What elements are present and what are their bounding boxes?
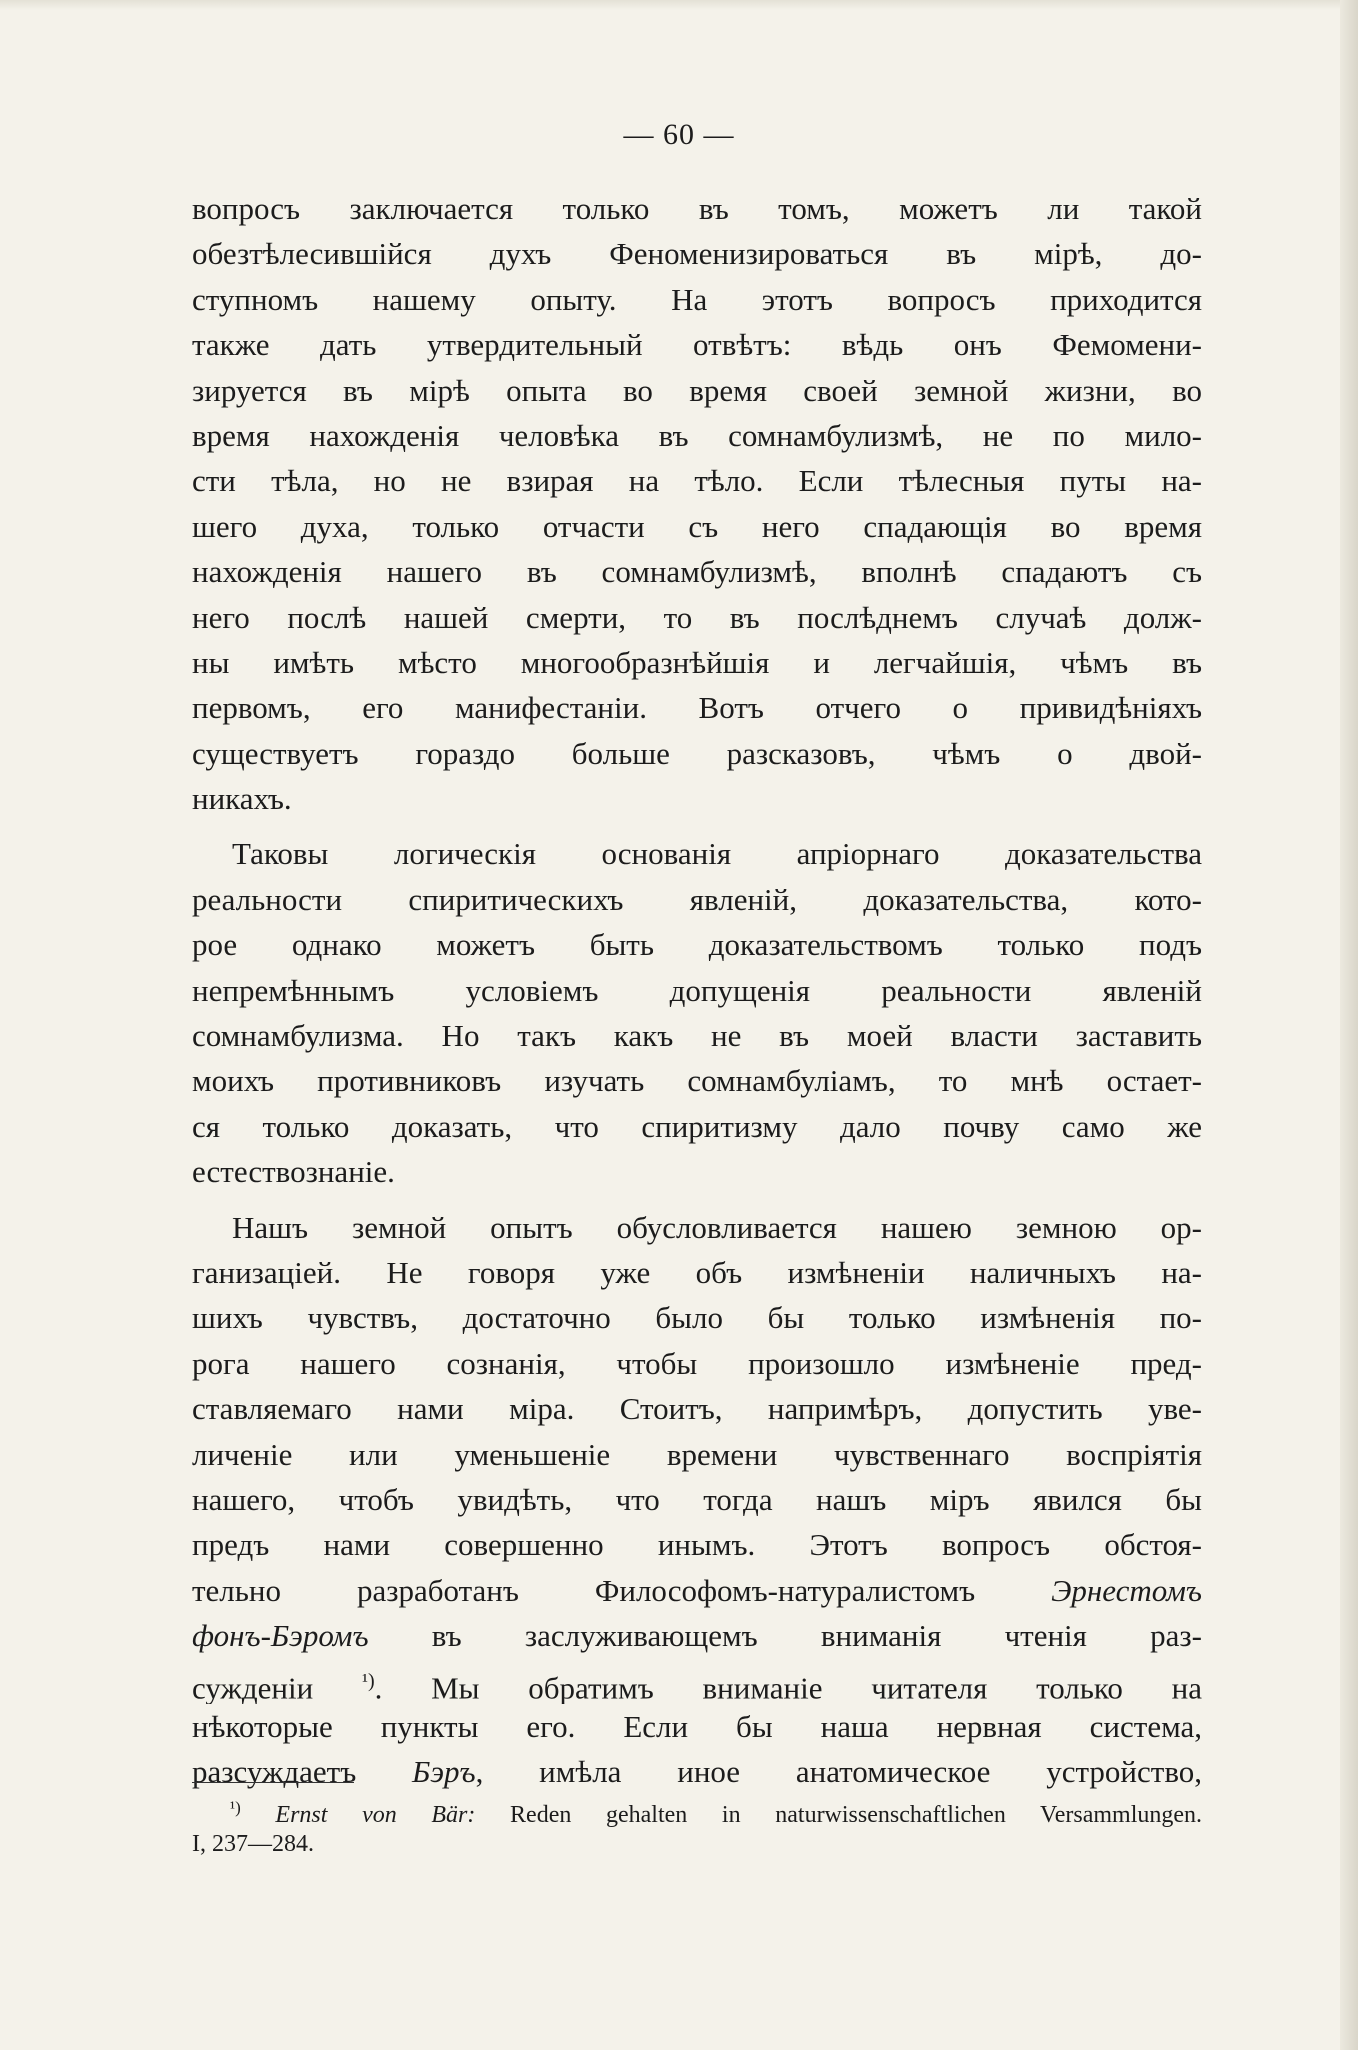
text-line: шего духа, только отчасти съ него спадающiя во время xyxy=(192,508,1202,544)
footnote-author: Ernst von Bär: xyxy=(275,1802,476,1828)
text-line: вопросъ заключается только въ томъ, можетъ ли такой xyxy=(192,191,1202,226)
text-line: также дать утвердительный отвѣтъ: вѣдь онъ Фемомени- xyxy=(192,327,1202,363)
text-line: сомнамбулизма. Но такъ какъ не въ моей власти заставить xyxy=(192,1018,1202,1054)
page-right-edge xyxy=(1340,0,1358,2050)
author-name-fon-baer: фонъ-Бэромъ xyxy=(192,1618,369,1654)
text-segment: разсуждаетъ xyxy=(192,1754,357,1790)
text-line: личенiе или уменьшенiе времени чувственнаго воспрiятiя xyxy=(192,1436,1202,1472)
text-line xyxy=(192,1749,1202,1794)
footnote-divider xyxy=(192,1782,354,1783)
text-segment: , имѣла иное анатомическое устройство, xyxy=(475,1754,1202,1790)
text-line: никахъ. xyxy=(192,781,292,817)
text-line: время нахожденiя человѣка въ сомнамбулизмѣ, не по мило- xyxy=(192,417,1202,453)
text-line: ганизацiей. Не говоря уже объ измѣненiи наличныхъ на- xyxy=(192,1254,1202,1290)
text-line: ны имѣть мѣсто многообразнѣйшiя и легчайшiя, чѣмъ въ xyxy=(192,644,1202,680)
text-line: ступномъ нашему опыту. На этотъ вопросъ приходится xyxy=(192,281,1202,317)
paragraph-2 xyxy=(192,831,1202,1194)
text-segment: . Мы обратимъ вниманiе читателя только на xyxy=(374,1669,1202,1704)
text-line: существуетъ гораздо больше разсказовъ, чѣмъ о двой- xyxy=(192,735,1202,771)
text-line: Нашъ земной опытъ обусловливается нашею земною ор- xyxy=(232,1209,1202,1245)
text-line: него послѣ нашей смерти, то въ послѣднемъ случаѣ долж- xyxy=(192,599,1202,635)
footnote-text: Reden gehalten in naturwissenschaftlichen Versammlungen. xyxy=(510,1802,1203,1828)
footnote-line: I, 237—284. xyxy=(192,1831,314,1857)
paragraph-3 xyxy=(192,1205,1202,1795)
text-line: рога нашего сознанiя, чтобы произошло измѣненiе пред- xyxy=(192,1345,1202,1381)
text-line: ставляемаго нами мiра. Стоитъ, напримѣръ, допустить уве- xyxy=(192,1391,1202,1427)
body-text xyxy=(192,186,1202,1795)
author-name-ernest: Эрнестомъ xyxy=(1051,1572,1202,1608)
text-line: нахожденiя нашего въ сомнамбулизмѣ, вполнѣ спадаютъ съ xyxy=(192,554,1202,590)
text-segment: сужденiи xyxy=(192,1669,314,1704)
footnote xyxy=(192,1790,1202,1862)
text-line xyxy=(192,1613,1202,1658)
footnote-reference: ¹) xyxy=(361,1669,375,1692)
text-segment: въ заслуживающемъ вниманiя чтенiя раз- xyxy=(431,1618,1202,1654)
text-segment: тельно разработанъ Философомъ-натуралистомъ xyxy=(192,1572,976,1608)
text-line: первомъ, его манифестанiи. Вотъ отчего о привидѣнiяхъ xyxy=(192,690,1202,726)
page-top-edge xyxy=(0,0,1358,10)
text-line xyxy=(192,1568,1202,1613)
text-line: нашего, чтобъ увидѣть, что тогда нашъ мiръ явился бы xyxy=(192,1481,1202,1517)
text-line: предъ нами совершенно инымъ. Этотъ вопросъ обстоя- xyxy=(192,1527,1202,1563)
text-line: сти тѣла, но не взирая на тѣло. Если тѣлесныя путы на- xyxy=(192,463,1202,499)
text-line: шихъ чувствъ, достаточно было бы только измѣненiя по- xyxy=(192,1300,1202,1336)
text-line xyxy=(192,1659,1202,1704)
text-line: непремѣннымъ условiемъ допущенiя реальности явленiй xyxy=(192,972,1202,1008)
text-line: зируется въ мiрѣ опыта во время своей земной жизни, во xyxy=(192,372,1202,408)
text-line: естествознанiе. xyxy=(192,1154,395,1190)
text-line: рое однако можетъ быть доказательствомъ только подъ xyxy=(192,927,1202,963)
text-line: реальности спиритическихъ явленiй, доказательства, кото- xyxy=(192,881,1202,917)
author-name-baer: Бэръ xyxy=(412,1754,476,1790)
paragraph-1 xyxy=(192,186,1202,821)
footnote-marker: ¹) xyxy=(230,1798,241,1817)
text-line: обезтѣлесившiйся духъ Феноменизироваться въ мiрѣ, до- xyxy=(192,236,1202,272)
text-line: ся только доказать, что спиритизму дало почву само же xyxy=(192,1108,1202,1144)
text-line: нѣкоторые пункты его. Если бы наша нервная система, xyxy=(192,1708,1202,1744)
footnote-line xyxy=(192,1790,1202,1826)
page-number: — 60 — xyxy=(623,118,735,151)
text-line: Таковы логическiя основанiя апрiорнаго доказательства xyxy=(232,836,1202,872)
text-line: моихъ противниковъ изучать сомнамбулiамъ, то мнѣ остает- xyxy=(192,1063,1202,1099)
